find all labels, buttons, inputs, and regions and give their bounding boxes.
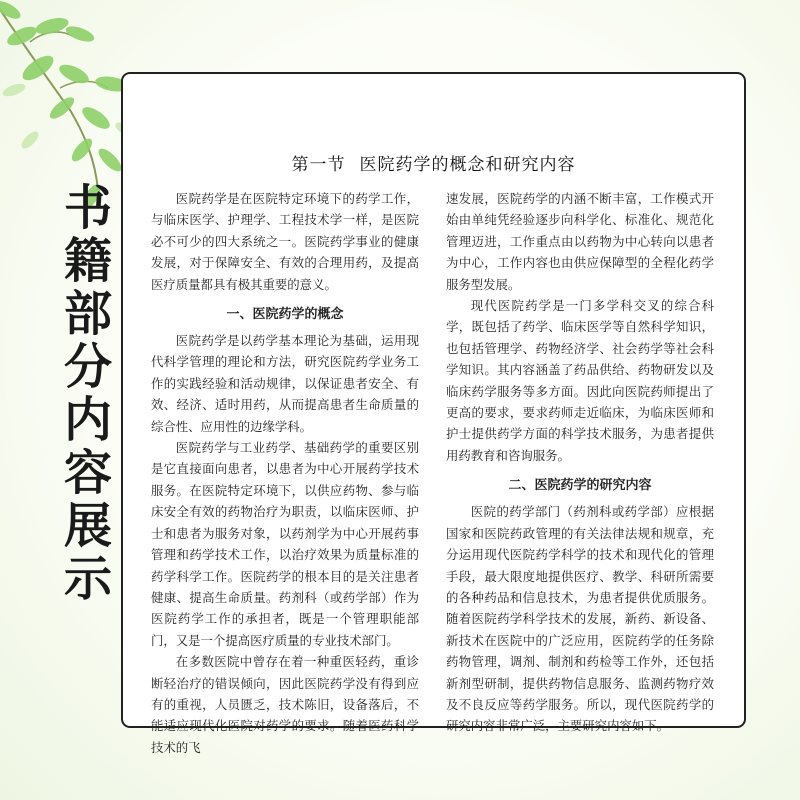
side-title-char: 内 xyxy=(63,392,112,448)
heading-concept: 一、医院药学的概念 xyxy=(226,307,344,323)
paragraph: 现代医院药学是一门多学科交叉的综合科学，既包括了药学、临床医学等自然科学知识，也包括管理学、药物经济学、社会药学等社会科学知识。其内容涵盖了药品供给、药物研发以及临床药学服务等多方面。因此向医院药师提出了更高的要求，要求药师走近临床，为临床医师和护士提供药学方面的科学技术服务，为患者提供用药教育和咨询服务。 xyxy=(446,298,714,463)
paragraph: 医院药学与工业药学、基础药学的重要区别是它直接面向患者，以患者为中心开展药学技术服务。在医院特定环境下，以供应药物、参与临床安全有效的药物治疗为职责，以临床医师、护士和患者为服务对象，以药剂学为中心开展药事管理和药学技术工作，以治疗效果为质量标准的药学科学工作。医院药学的根本目的是关注患者健康、提高生命质量。药剂科（或药学部）作为医院药学工作的承担者，既是一个管理职能部门，又是一个提高医疗质量的专业技术部门。 xyxy=(151,440,419,648)
paragraph-continued: 速发展，医院药学的内涵不断丰富，工作模式开始由单纯凭经验逐步向科学化、标准化、规范化管理迈进，工作重点由以药物为中心转向以患者为中心，工作内容也由供应保障型的全程化药学服务型发展。 xyxy=(446,191,714,292)
paragraph: 医院药学是以药学基本理论为基础，运用现代科学管理的理论和方法，研究医院药学业务工作的实践经验和活动规律，以保证患者安全、有效、经济、适时用药，从而提高患者生命质量的综合性、应用性的边缘学科。 xyxy=(151,333,419,434)
book-page-card xyxy=(121,72,746,755)
side-title-char: 籍 xyxy=(63,233,112,289)
paragraph: 医院的药学部门（药剂科或药学部）应根据国家和医院药政管理的有关法律法规和规章，充分运用现代医院药学科学的技术和现代化的管理手段，最大限度地提供医疗、教学、科研所需要的各种药品和信息技术，为患者提供优质服务。随着医院药学科学技术的发展，新药、新设备、新技术在医院中的广泛应用，医院药学的任务除药物管理，调剂、制剂和药检等工作外，还包括新剂型研制，提供药物信息服务、监测药物疗效及不良反应等药学服务。所以，现代医院药学的研究内容非常广泛，主要研究内容如下。 xyxy=(446,504,714,734)
side-title-char: 展 xyxy=(63,498,112,554)
section-title-text: 医院药学的概念和研究内容 xyxy=(359,155,576,175)
left-column xyxy=(151,188,419,758)
side-title-char: 容 xyxy=(63,445,112,501)
side-title-char: 示 xyxy=(63,551,112,607)
heading-research-content: 二、医院药学的研究内容 xyxy=(508,478,652,494)
side-title-char: 分 xyxy=(63,339,112,395)
side-title-char: 部 xyxy=(63,286,112,342)
section-title xyxy=(123,150,744,175)
paragraph: 在多数医院中曾存在着一种重医轻药，重诊断轻治疗的错误倾向，因此医院药学没有得到应有的重视，人员匮乏，技术陈旧，设备落后，不能适应现代化医院对药学的要求。随着医药科学技术的飞 xyxy=(151,654,419,755)
side-title-char: 书 xyxy=(63,180,112,236)
intro-paragraph: 医院药学是在医院特定环境下的药学工作，与临床医学、护理学、工程技术学一样，是医院必不可少的四大系统之一。医院药学事业的健康发展，对于保障安全、有效的合理用药，及提高医疗质量都具有极其重要的意义。 xyxy=(151,191,419,292)
right-column xyxy=(446,188,714,737)
side-title xyxy=(56,182,120,606)
section-number: 第一节 xyxy=(291,155,346,175)
